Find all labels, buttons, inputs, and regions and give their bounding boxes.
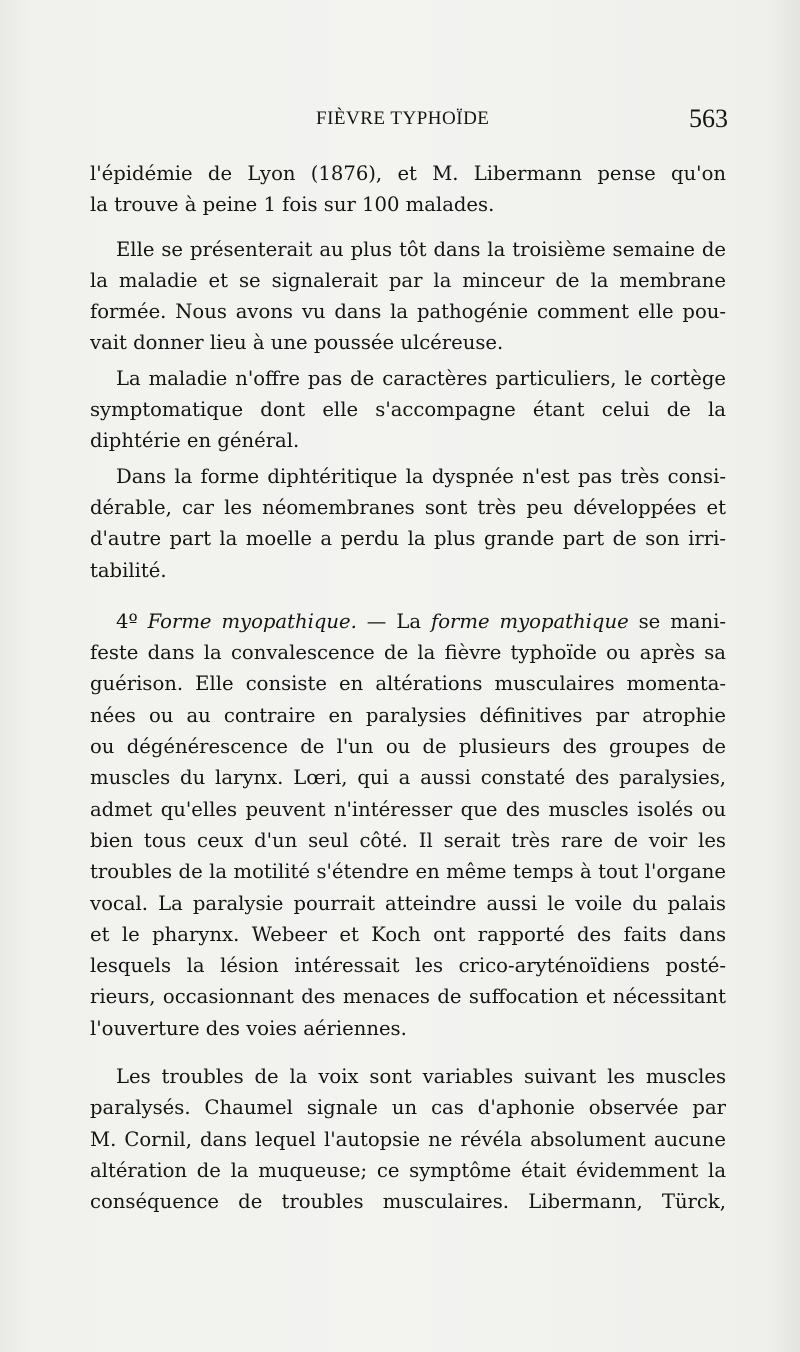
- paragraph-3: [90, 363, 726, 457]
- text-line: altération de la muqueuse; ce symptôme était évidemment la: [90, 1158, 726, 1182]
- text-line: la trouve à peine 1 fois sur 100 malades.: [90, 193, 495, 217]
- text-line: vait donner lieu à une poussée ulcéreuse.: [90, 331, 504, 355]
- text-line: M. Cornil, dans lequel l'autopsie ne révéla absolument aucune: [90, 1127, 726, 1151]
- text-line: symptomatique dont elle s'accompagne étant celui de la: [90, 398, 726, 422]
- text-line: l'épidémie de Lyon (1876), et M. Libermann pense qu'on: [90, 162, 726, 185]
- body-text: [90, 158, 726, 1218]
- text-line: nées ou au contraire en paralysies définitives par atrophie: [90, 703, 726, 727]
- text-line: d'autre part la moelle a perdu la plus grande part de son irri-: [90, 527, 726, 551]
- text-line: formée. Nous avons vu dans la pathogénie comment elle pou-: [90, 300, 726, 324]
- text-line: La maladie n'offre pas de caractères particuliers, le cortège: [116, 366, 726, 390]
- page-header: [90, 106, 728, 136]
- text-line: dérable, car les néomembranes sont très peu développées et: [90, 495, 726, 519]
- text-line: troubles de la motilité s'étendre en même temps à tout l'organe: [90, 860, 726, 884]
- text-line: rieurs, occasionnant des menaces de suffocation et nécessitant: [90, 985, 726, 1009]
- text-line: feste dans la convalescence de la fièvre typhoïde ou après sa: [90, 641, 726, 665]
- heading-rest: se mani-: [628, 609, 726, 633]
- text-line: tabilité.: [90, 558, 167, 582]
- text-line: Elle se présenterait au plus tôt dans la troisième semaine de: [116, 237, 726, 261]
- text-line: admet qu'elles peuvent n'intéresser que des muscles isolés ou: [90, 797, 726, 821]
- paragraph-5-forme-myopathique: [90, 606, 726, 1044]
- section-number: 4º: [116, 609, 138, 633]
- paragraph-4: [90, 461, 726, 586]
- text-line: Dans la forme diphtéritique la dyspnée n'est pas très consi-: [116, 464, 726, 488]
- text-line: la maladie et se signalerait par la minceur de la membrane: [90, 268, 726, 292]
- text-line: lesquels la lésion intéressait les crico-aryténoïdiens posté-: [90, 954, 726, 978]
- text-line: Les troubles de la voix sont variables suivant les muscles: [116, 1065, 726, 1089]
- text-line: diphtérie en général.: [90, 429, 300, 453]
- text-line: et le pharynx. Webeer et Koch ont rapporté des faits dans: [90, 922, 726, 946]
- text-line: bien tous ceux d'un seul côté. Il serait très rare de voir les: [90, 828, 726, 852]
- paragraph-2: [90, 234, 726, 359]
- section-heading-line: [90, 606, 726, 637]
- text-line: guérison. Elle consiste en altérations musculaires momenta-: [90, 672, 726, 696]
- text-line: vocal. La paralysie pourrait atteindre aussi le voile du palais: [90, 891, 726, 915]
- text-line: ou dégénérescence de l'un ou de plusieurs des groupes de: [90, 735, 726, 759]
- text-line: conséquence de troubles musculaires. Libermann, Türck,: [90, 1190, 726, 1214]
- paragraph-6: [90, 1061, 726, 1217]
- heading-dash: — La: [356, 609, 431, 633]
- section-term: forme myopathique: [430, 609, 629, 633]
- page-number: 563: [689, 104, 728, 133]
- paragraph-1: [90, 158, 726, 221]
- text-line: l'ouverture des voies aériennes.: [90, 1016, 407, 1040]
- running-title: FIÈVRE TYPHOÏDE: [316, 108, 490, 129]
- text-line: paralysés. Chaumel signale un cas d'aphonie observée par: [90, 1096, 726, 1120]
- section-heading: Forme myopathique.: [147, 609, 357, 633]
- text-line: muscles du larynx. Lœri, qui a aussi constaté des paralysies,: [90, 766, 726, 790]
